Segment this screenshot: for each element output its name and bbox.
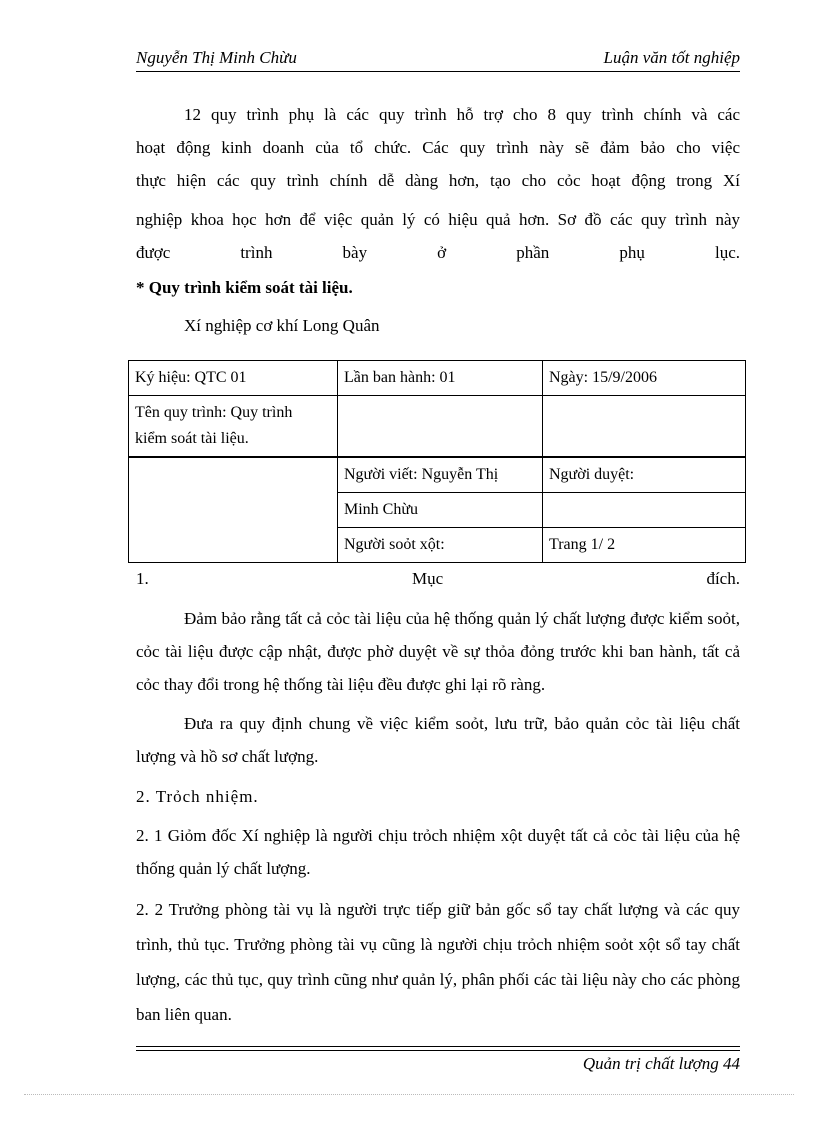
cell-empty-4 xyxy=(543,493,746,528)
process-name-line1: Tên quy trình: Quy trình xyxy=(135,404,293,421)
cell-symbol: Ký hiệu: QTC 01 xyxy=(129,361,338,396)
cell-empty-1 xyxy=(338,396,543,458)
intro-line-2: hoạt động kinh doanh của tổ chức. Các quy trình này sẽ đảm bảo cho việc xyxy=(136,138,740,157)
cell-writer-2: Minh Chừu xyxy=(338,493,543,528)
cell-empty-3 xyxy=(129,457,338,563)
page-footer: Quản trị chất lượng 44 xyxy=(582,1054,740,1073)
cell-reviewer: Người soỏt xột: xyxy=(338,528,543,563)
purpose-heading-word2: đích. xyxy=(706,569,740,588)
company-name: Xí nghiệp cơ khí Long Quân xyxy=(184,316,380,335)
process-info-table xyxy=(128,360,746,563)
cell-date: Ngày: 15/9/2006 xyxy=(543,361,746,396)
cell-page: Trang 1/ 2 xyxy=(543,528,746,563)
purpose-heading xyxy=(136,562,740,595)
cell-issue: Lần ban hành: 01 xyxy=(338,361,543,396)
header-rule xyxy=(136,71,740,72)
cell-empty-2 xyxy=(543,396,746,458)
cell-writer-1: Người viết: Nguyễn Thị xyxy=(338,457,543,493)
header-author: Nguyễn Thị Minh Chừu xyxy=(136,48,297,67)
responsibility-heading: 2. Trỏch nhiệm. xyxy=(136,787,259,806)
cell-approver: Người duyệt: xyxy=(543,457,746,493)
page-header xyxy=(136,48,740,70)
intro-line-1: 12 quy trình phụ là các quy trình hỗ trợ cho 8 quy trình chính và các xyxy=(184,105,740,124)
section-title: * Quy trình kiểm soát tài liệu. xyxy=(136,278,353,297)
process-name-line2: kiểm soát tài liệu. xyxy=(135,430,249,447)
intro-line-4: nghiệp khoa học hơn để việc quản lý có hiệu quả hơn. Sơ đồ các quy trình này xyxy=(136,210,740,229)
cell-process-name xyxy=(129,396,338,458)
purpose-paragraph-1: Đảm bảo rằng tất cả cỏc tài liệu của hệ thống quản lý chất lượng được kiểm soỏt, cỏc tài liệu được cập nhật, được phờ duyệt về sự thỏa đỏng trước khi ban hành, tất cả cỏc thay đổi trong hệ thống tài liệu đều được ghi lại rõ ràng. xyxy=(136,609,740,694)
responsibility-paragraph-1: 2. 1 Giỏm đốc Xí nghiệp là người chịu trỏch nhiệm xột duyệt tất cả cỏc tài liệu của hệ thống quản lý chất lượng. xyxy=(136,826,740,878)
purpose-heading-word1: Mục xyxy=(412,569,444,588)
intro-line-5: được trình bày ở phần phụ lục. xyxy=(136,243,740,262)
page-bottom-border xyxy=(24,1094,794,1095)
intro-line-3: thực hiện các quy trình chính dễ dàng hơn, tạo cho cỏc hoạt động trong Xí xyxy=(136,171,740,190)
responsibility-paragraph-2: 2. 2 Trưởng phòng tài vụ là người trực tiếp giữ bản gốc sổ tay chất lượng và các quy trình, thủ tục. Trưởng phòng tài vụ cũng là người chịu trỏch nhiệm soỏt xột sổ tay chất lượng, các thủ tục, quy trình cũng như quản lý, phân phối các tài liệu này cho các phòng ban liên quan. xyxy=(136,900,740,1024)
footer-rule xyxy=(136,1046,740,1047)
header-doc-type: Luận văn tốt nghiệp xyxy=(603,48,740,67)
footer-rule-double xyxy=(136,1050,740,1051)
purpose-heading-num: 1. xyxy=(136,569,149,588)
purpose-paragraph-2: Đưa ra quy định chung về việc kiểm soỏt, lưu trữ, bảo quản cỏc tài liệu chất lượng và hồ sơ chất lượng. xyxy=(136,714,740,766)
